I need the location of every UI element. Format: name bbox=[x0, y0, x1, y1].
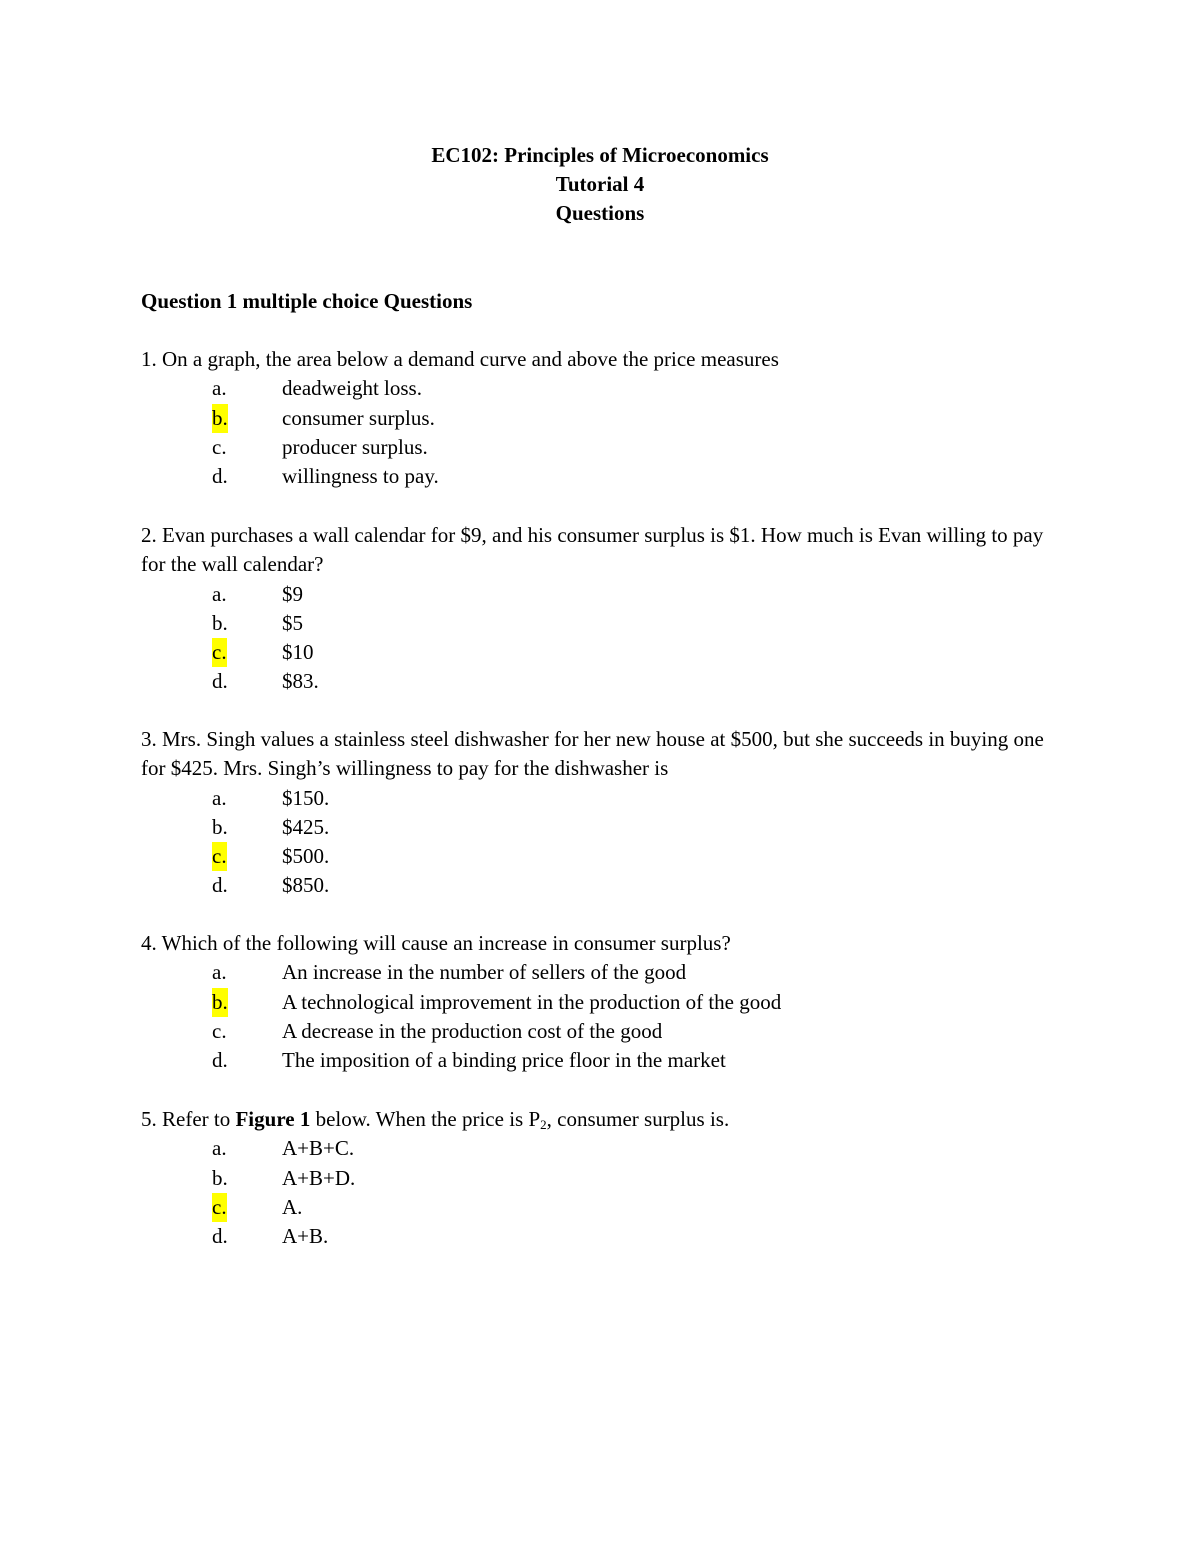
question-2 bbox=[141, 521, 1061, 697]
option-text: producer surplus. bbox=[282, 434, 428, 459]
option-b bbox=[141, 988, 1061, 1017]
option-text: $425. bbox=[282, 814, 330, 839]
option-c bbox=[141, 433, 1061, 462]
document-header bbox=[0, 141, 1200, 228]
option-a bbox=[141, 1134, 1061, 1163]
option-text: A. bbox=[282, 1194, 303, 1219]
option-letter: b. bbox=[212, 404, 228, 433]
option-letter: c. bbox=[212, 1193, 227, 1222]
option-text: A decrease in the production cost of the good bbox=[282, 1018, 663, 1043]
option-a bbox=[141, 374, 1061, 403]
option-text: $500. bbox=[282, 844, 330, 869]
stem-middle: below. When the price is P bbox=[310, 1107, 541, 1131]
option-text: $10 bbox=[282, 640, 314, 665]
option-letter: b. bbox=[212, 610, 228, 635]
option-text: A+B+D. bbox=[282, 1165, 356, 1190]
option-letter: d. bbox=[212, 464, 228, 489]
option-text: willingness to pay. bbox=[282, 464, 439, 489]
option-letter: c. bbox=[212, 842, 227, 871]
option-text: consumer surplus. bbox=[282, 405, 435, 430]
option-text: $150. bbox=[282, 785, 330, 810]
stem-prefix: 5. Refer to bbox=[141, 1107, 236, 1131]
option-letter: a. bbox=[212, 581, 227, 606]
option-text: $83. bbox=[282, 669, 319, 694]
option-text: $9 bbox=[282, 581, 303, 606]
option-letter: d. bbox=[212, 873, 228, 898]
document-subtitle: Questions bbox=[555, 201, 645, 225]
option-a bbox=[141, 958, 1061, 987]
option-letter: d. bbox=[212, 669, 228, 694]
option-letter: c. bbox=[212, 1018, 227, 1043]
question-4 bbox=[141, 929, 1061, 1075]
course-title: EC102: Principles of Microeconomics bbox=[431, 143, 769, 167]
option-text: The imposition of a binding price floor in the market bbox=[282, 1048, 726, 1073]
option-d bbox=[141, 871, 1061, 900]
option-letter: c. bbox=[212, 434, 227, 459]
question-stem: 1. On a graph, the area below a demand curve and above the price measures bbox=[141, 347, 779, 371]
option-text: $850. bbox=[282, 873, 330, 898]
tutorial-title: Tutorial 4 bbox=[555, 172, 645, 196]
section-heading: Question 1 multiple choice Questions bbox=[141, 289, 473, 313]
figure-reference: Figure 1 bbox=[235, 1107, 311, 1131]
option-letter: a. bbox=[212, 960, 227, 985]
option-text: deadweight loss. bbox=[282, 376, 422, 401]
option-text: A technological improvement in the production of the good bbox=[282, 989, 782, 1014]
option-letter: d. bbox=[212, 1048, 228, 1073]
option-text: A+B+C. bbox=[282, 1136, 355, 1161]
question-stem bbox=[141, 1105, 1061, 1134]
option-a bbox=[141, 784, 1061, 813]
option-letter: d. bbox=[212, 1224, 228, 1249]
option-text: An increase in the number of sellers of the good bbox=[282, 960, 687, 985]
option-d bbox=[141, 1046, 1061, 1075]
stem-suffix: , consumer surplus is. bbox=[546, 1107, 730, 1131]
question-1 bbox=[141, 345, 1061, 491]
option-c bbox=[141, 638, 1061, 667]
option-d bbox=[141, 1222, 1061, 1251]
option-letter: a. bbox=[212, 1136, 227, 1161]
option-c bbox=[141, 1193, 1061, 1222]
option-letter: b. bbox=[212, 988, 228, 1017]
option-text: A+B. bbox=[282, 1224, 329, 1249]
option-letter: b. bbox=[212, 814, 228, 839]
option-letter: a. bbox=[212, 785, 227, 810]
option-letter: c. bbox=[212, 638, 227, 667]
option-b bbox=[141, 404, 1061, 433]
option-d bbox=[141, 667, 1061, 696]
option-c bbox=[141, 842, 1061, 871]
option-letter: b. bbox=[212, 1165, 228, 1190]
question-5 bbox=[141, 1105, 1061, 1251]
option-text: $5 bbox=[282, 610, 303, 635]
option-c bbox=[141, 1017, 1061, 1046]
price-subscript: 2 bbox=[540, 1117, 547, 1132]
question-stem: 2. Evan purchases a wall calendar for $9, and his consumer surplus is $1. How much is Evan willing to pay for the wall calendar? bbox=[141, 523, 1044, 577]
question-stem: 3. Mrs. Singh values a stainless steel dishwasher for her new house at $500, but she succeeds in buying one for $425. Mrs. Singh’s willingness to pay for the dishwasher is bbox=[141, 727, 1044, 781]
option-b bbox=[141, 1164, 1061, 1193]
question-stem: 4. Which of the following will cause an increase in consumer surplus? bbox=[141, 931, 731, 955]
option-letter: a. bbox=[212, 376, 227, 401]
option-b bbox=[141, 609, 1061, 638]
option-b bbox=[141, 813, 1061, 842]
option-d bbox=[141, 462, 1061, 491]
question-3 bbox=[141, 725, 1061, 901]
option-a bbox=[141, 580, 1061, 609]
